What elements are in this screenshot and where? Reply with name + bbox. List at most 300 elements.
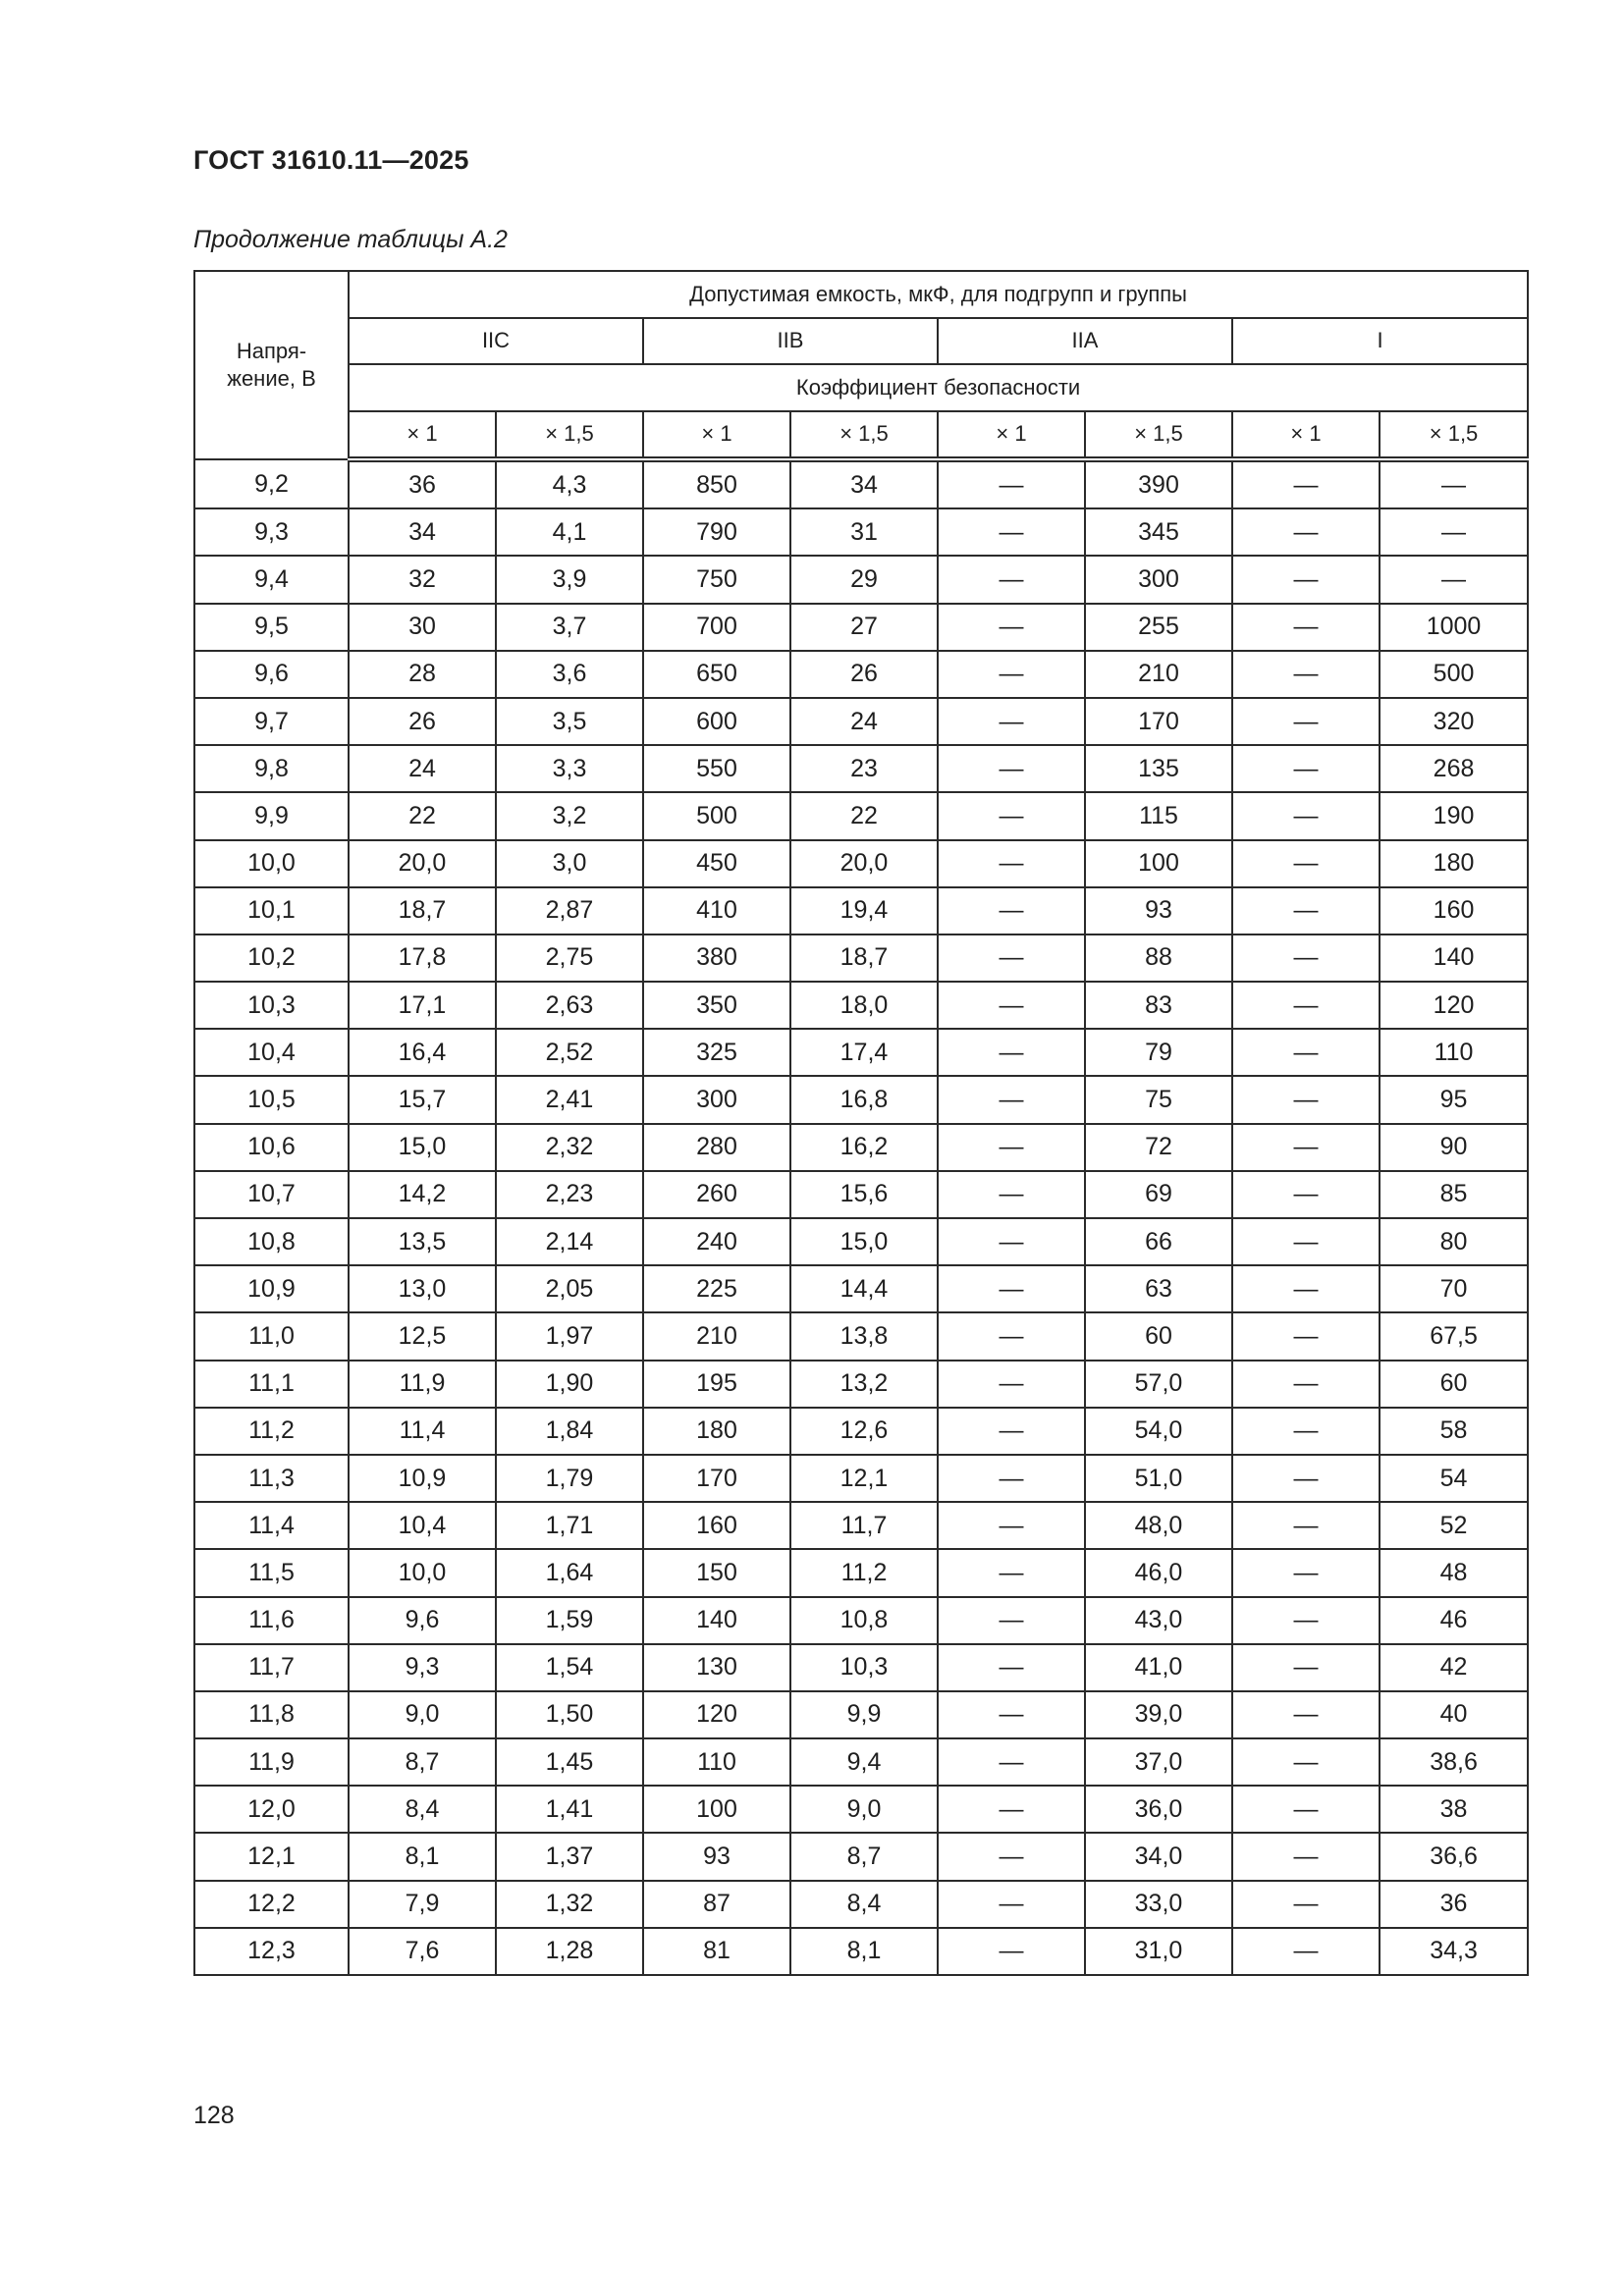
capacity-cell: 90 [1380, 1124, 1528, 1171]
capacity-cell: — [1232, 1644, 1380, 1691]
voltage-cell: 11,0 [194, 1312, 349, 1360]
capacity-cell: — [1232, 1691, 1380, 1738]
capacity-cell: 17,1 [349, 982, 496, 1029]
capacity-cell: — [938, 1502, 1085, 1549]
capacity-cell: 18,7 [790, 934, 938, 982]
capacity-cell: — [938, 840, 1085, 887]
capacity-cell: 46 [1380, 1597, 1528, 1644]
capacity-cell: 190 [1380, 792, 1528, 839]
capacity-cell: — [1380, 508, 1528, 556]
capacity-cell: 16,4 [349, 1029, 496, 1076]
capacity-cell: 70 [1380, 1265, 1528, 1312]
table-row [194, 1171, 1528, 1218]
capacity-cell: — [938, 459, 1085, 508]
capacity-cell: 36 [349, 459, 496, 508]
capacity-cell: — [938, 1928, 1085, 1975]
capacity-cell: 93 [1085, 887, 1232, 934]
capacity-cell: 9,9 [790, 1691, 938, 1738]
capacity-cell: — [938, 792, 1085, 839]
capacity-cell: 20,0 [790, 840, 938, 887]
capacity-cell: 15,0 [349, 1124, 496, 1171]
capacity-cell: — [1232, 556, 1380, 603]
capacity-cell: 160 [643, 1502, 790, 1549]
capacity-cell: 26 [790, 651, 938, 698]
capacity-cell: 3,3 [496, 745, 643, 792]
table-row [194, 651, 1528, 698]
capacity-cell: 110 [643, 1738, 790, 1786]
capacity-cell: — [938, 1124, 1085, 1171]
capacity-cell: 48,0 [1085, 1502, 1232, 1549]
capacity-cell: — [1232, 1312, 1380, 1360]
capacity-cell: 31,0 [1085, 1928, 1232, 1975]
capacity-cell: — [1232, 1881, 1380, 1928]
capacity-cell: — [938, 1786, 1085, 1833]
capacity-cell: 280 [643, 1124, 790, 1171]
capacity-cell: 2,05 [496, 1265, 643, 1312]
group-header-iic: IIC [349, 318, 643, 365]
capacity-cell: 57,0 [1085, 1361, 1232, 1408]
capacity-cell: — [938, 698, 1085, 745]
voltage-cell: 11,2 [194, 1408, 349, 1455]
capacity-cell: 7,6 [349, 1928, 496, 1975]
capacity-cell: 79 [1085, 1029, 1232, 1076]
voltage-cell: 10,7 [194, 1171, 349, 1218]
capacity-cell: 8,1 [790, 1928, 938, 1975]
capacity-cell: 1,71 [496, 1502, 643, 1549]
capacity-cell: 52 [1380, 1502, 1528, 1549]
capacity-cell: 31 [790, 508, 938, 556]
table-row [194, 1691, 1528, 1738]
capacity-cell: 300 [643, 1076, 790, 1123]
capacity-cell: 850 [643, 459, 790, 508]
capacity-cell: 16,8 [790, 1076, 938, 1123]
group-header-row [194, 318, 1528, 365]
capacity-cell: 115 [1085, 792, 1232, 839]
voltage-cell: 9,7 [194, 698, 349, 745]
capacity-cell: — [1232, 459, 1380, 508]
table-row [194, 459, 1528, 508]
capacity-cell: 27 [790, 604, 938, 651]
capacity-cell: 14,2 [349, 1171, 496, 1218]
table-row [194, 1786, 1528, 1833]
capacity-cell: 41,0 [1085, 1644, 1232, 1691]
capacity-cell: 170 [1085, 698, 1232, 745]
capacity-cell: 3,9 [496, 556, 643, 603]
table-row [194, 1029, 1528, 1076]
capacity-cell: 260 [643, 1171, 790, 1218]
table-row [194, 887, 1528, 934]
table-row [194, 1408, 1528, 1455]
capacity-cell: 19,4 [790, 887, 938, 934]
capacity-cell: 1,32 [496, 1881, 643, 1928]
capacity-cell: 1,84 [496, 1408, 643, 1455]
capacity-cell: 8,4 [349, 1786, 496, 1833]
table-row [194, 508, 1528, 556]
capacity-cell: — [1232, 792, 1380, 839]
capacity-cell: 1,50 [496, 1691, 643, 1738]
capacity-cell: 240 [643, 1218, 790, 1265]
table-row [194, 1833, 1528, 1880]
capacity-cell: — [1232, 1265, 1380, 1312]
capacity-cell: 345 [1085, 508, 1232, 556]
capacity-cell: 7,9 [349, 1881, 496, 1928]
capacity-cell: — [938, 604, 1085, 651]
capacity-cell: 40 [1380, 1691, 1528, 1738]
table-row [194, 745, 1528, 792]
capacity-cell: 95 [1380, 1076, 1528, 1123]
capacity-cell: 110 [1380, 1029, 1528, 1076]
capacity-cell: 36 [1380, 1881, 1528, 1928]
capacity-cell: 33,0 [1085, 1881, 1232, 1928]
capacity-cell: 268 [1380, 745, 1528, 792]
capacity-cell: 36,0 [1085, 1786, 1232, 1833]
capacity-cell: 8,7 [790, 1833, 938, 1880]
capacity-cell: — [938, 745, 1085, 792]
capacity-cell: 1,54 [496, 1644, 643, 1691]
capacity-cell: — [938, 1171, 1085, 1218]
capacity-cell: 120 [643, 1691, 790, 1738]
voltage-cell: 9,9 [194, 792, 349, 839]
group-header-iia: IIA [938, 318, 1232, 365]
capacity-cell: 12,1 [790, 1455, 938, 1502]
capacity-cell: — [1232, 1597, 1380, 1644]
capacity-cell: 350 [643, 982, 790, 1029]
voltage-cell: 10,0 [194, 840, 349, 887]
capacity-cell: 120 [1380, 982, 1528, 1029]
capacity-cell: 23 [790, 745, 938, 792]
capacity-cell: 18,7 [349, 887, 496, 934]
capacity-cell: — [1232, 651, 1380, 698]
capacity-cell: 18,0 [790, 982, 938, 1029]
capacity-cell: 180 [1380, 840, 1528, 887]
capacity-cell: — [1232, 1738, 1380, 1786]
voltage-cell: 11,9 [194, 1738, 349, 1786]
capacity-cell: 135 [1085, 745, 1232, 792]
voltage-cell: 10,9 [194, 1265, 349, 1312]
capacity-cell: — [1232, 934, 1380, 982]
capacity-cell: 8,7 [349, 1738, 496, 1786]
capacity-cell: 10,9 [349, 1455, 496, 1502]
capacity-cell: 180 [643, 1408, 790, 1455]
capacity-cell: 2,41 [496, 1076, 643, 1123]
capacity-cell: 1,59 [496, 1597, 643, 1644]
capacity-cell: 750 [643, 556, 790, 603]
capacity-cell: 13,8 [790, 1312, 938, 1360]
capacity-cell: 22 [349, 792, 496, 839]
table-row [194, 556, 1528, 603]
capacity-cell: 20,0 [349, 840, 496, 887]
capacity-cell: — [1232, 1408, 1380, 1455]
capacity-cell: 2,75 [496, 934, 643, 982]
table-row [194, 934, 1528, 982]
table-row [194, 698, 1528, 745]
capacity-cell: 11,2 [790, 1549, 938, 1596]
capacity-cell: — [938, 1076, 1085, 1123]
capacity-cell: 390 [1085, 459, 1232, 508]
capacity-cell: 85 [1380, 1171, 1528, 1218]
table-row [194, 1218, 1528, 1265]
capacity-cell: 80 [1380, 1218, 1528, 1265]
table-row [194, 1738, 1528, 1786]
capacity-cell: 2,63 [496, 982, 643, 1029]
capacity-cell: 34,0 [1085, 1833, 1232, 1880]
table-row [194, 1124, 1528, 1171]
capacity-cell: 13,2 [790, 1361, 938, 1408]
capacity-cell: 160 [1380, 887, 1528, 934]
capacity-cell: — [1232, 1549, 1380, 1596]
capacity-cell: 12,6 [790, 1408, 938, 1455]
capacity-cell: 29 [790, 556, 938, 603]
capacity-cell: 380 [643, 934, 790, 982]
capacity-cell: — [938, 1644, 1085, 1691]
table-row [194, 1597, 1528, 1644]
factor-header: × 1 [349, 411, 496, 460]
capacity-cell: 43,0 [1085, 1597, 1232, 1644]
capacity-cell: — [1380, 556, 1528, 603]
voltage-header: Напря- жение, В [194, 271, 349, 459]
capacity-cell: 450 [643, 840, 790, 887]
capacity-cell: — [938, 1455, 1085, 1502]
factor-header: × 1,5 [1085, 411, 1232, 460]
table-row [194, 840, 1528, 887]
capacity-cell: — [1232, 1029, 1380, 1076]
capacity-header: Допустимая емкость, мкФ, для подгрупп и группы [349, 271, 1528, 318]
table-row [194, 1928, 1528, 1975]
capacity-cell: 38 [1380, 1786, 1528, 1833]
capacity-cell: 83 [1085, 982, 1232, 1029]
capacity-cell: 100 [643, 1786, 790, 1833]
capacity-cell: 140 [643, 1597, 790, 1644]
capacity-cell: 3,7 [496, 604, 643, 651]
capacity-cell: 325 [643, 1029, 790, 1076]
capacity-cell: 9,0 [349, 1691, 496, 1738]
capacity-cell: 34,3 [1380, 1928, 1528, 1975]
capacity-cell: 500 [643, 792, 790, 839]
voltage-cell: 10,3 [194, 982, 349, 1029]
capacity-cell: — [1232, 745, 1380, 792]
capacity-cell: 600 [643, 698, 790, 745]
capacity-cell: 2,32 [496, 1124, 643, 1171]
voltage-cell: 12,2 [194, 1881, 349, 1928]
capacity-cell: — [1232, 887, 1380, 934]
capacity-cell: 81 [643, 1928, 790, 1975]
voltage-cell: 11,1 [194, 1361, 349, 1408]
capacity-cell: 10,8 [790, 1597, 938, 1644]
table-row [194, 604, 1528, 651]
capacity-cell: 3,6 [496, 651, 643, 698]
capacity-cell: 26 [349, 698, 496, 745]
capacity-cell: — [938, 1312, 1085, 1360]
voltage-cell: 9,3 [194, 508, 349, 556]
factor-header: × 1,5 [496, 411, 643, 460]
voltage-cell: 12,3 [194, 1928, 349, 1975]
capacity-cell: 66 [1085, 1218, 1232, 1265]
capacity-cell: 72 [1085, 1124, 1232, 1171]
capacity-cell: 75 [1085, 1076, 1232, 1123]
capacity-cell: 67,5 [1380, 1312, 1528, 1360]
voltage-cell: 10,4 [194, 1029, 349, 1076]
capacity-cell: 9,4 [790, 1738, 938, 1786]
capacity-cell: 210 [1085, 651, 1232, 698]
voltage-cell: 11,7 [194, 1644, 349, 1691]
capacity-cell: 60 [1380, 1361, 1528, 1408]
capacity-cell: 210 [643, 1312, 790, 1360]
voltage-cell: 10,5 [194, 1076, 349, 1123]
voltage-cell: 11,5 [194, 1549, 349, 1596]
capacity-cell: — [938, 1361, 1085, 1408]
voltage-cell: 11,3 [194, 1455, 349, 1502]
capacity-cell: — [938, 1408, 1085, 1455]
table-row [194, 1502, 1528, 1549]
capacity-cell: 24 [349, 745, 496, 792]
group-header-iib: IIB [643, 318, 938, 365]
capacity-cell: 37,0 [1085, 1738, 1232, 1786]
table-row [194, 1455, 1528, 1502]
capacity-cell: 3,0 [496, 840, 643, 887]
capacity-cell: — [938, 651, 1085, 698]
capacity-cell: 225 [643, 1265, 790, 1312]
capacity-cell: 790 [643, 508, 790, 556]
safety-factor-header: Коэффициент безопасности [349, 364, 1528, 411]
capacity-cell: 1,45 [496, 1738, 643, 1786]
capacity-cell: 17,8 [349, 934, 496, 982]
capacity-cell: 1,79 [496, 1455, 643, 1502]
capacity-cell: 9,6 [349, 1597, 496, 1644]
capacity-cell: — [938, 1029, 1085, 1076]
capacity-cell: — [938, 1549, 1085, 1596]
voltage-cell: 12,0 [194, 1786, 349, 1833]
capacity-cell: — [938, 1738, 1085, 1786]
capacity-cell: — [1232, 508, 1380, 556]
capacity-cell: 170 [643, 1455, 790, 1502]
capacity-cell: 69 [1085, 1171, 1232, 1218]
capacity-cell: 140 [1380, 934, 1528, 982]
capacity-cell: 300 [1085, 556, 1232, 603]
capacity-cell: 34 [790, 459, 938, 508]
capacity-cell: 8,1 [349, 1833, 496, 1880]
capacity-cell: 130 [643, 1644, 790, 1691]
capacity-cell: 39,0 [1085, 1691, 1232, 1738]
voltage-cell: 11,8 [194, 1691, 349, 1738]
capacity-cell: — [938, 1691, 1085, 1738]
capacity-cell: 2,87 [496, 887, 643, 934]
capacity-cell: 410 [643, 887, 790, 934]
capacity-cell: 48 [1380, 1549, 1528, 1596]
factor-header: × 1 [938, 411, 1085, 460]
capacity-cell: — [1232, 982, 1380, 1029]
capacity-cell: — [1232, 604, 1380, 651]
capacity-cell: 11,9 [349, 1361, 496, 1408]
voltage-cell: 10,8 [194, 1218, 349, 1265]
capacity-cell: — [1232, 1833, 1380, 1880]
capacity-cell: 1,37 [496, 1833, 643, 1880]
capacity-cell: 550 [643, 745, 790, 792]
capacity-cell: 34 [349, 508, 496, 556]
capacity-cell: 46,0 [1085, 1549, 1232, 1596]
capacity-cell: 4,1 [496, 508, 643, 556]
table-row [194, 1361, 1528, 1408]
capacity-cell: 2,23 [496, 1171, 643, 1218]
voltage-cell: 10,1 [194, 887, 349, 934]
capacity-cell: — [1232, 1502, 1380, 1549]
capacity-cell: 54,0 [1085, 1408, 1232, 1455]
factor-header: × 1 [1232, 411, 1380, 460]
capacity-cell: 14,4 [790, 1265, 938, 1312]
capacity-cell: — [1232, 698, 1380, 745]
voltage-cell: 9,5 [194, 604, 349, 651]
table-row [194, 1644, 1528, 1691]
capacity-cell: — [1232, 1455, 1380, 1502]
capacity-cell: — [1380, 459, 1528, 508]
factor-header-row [194, 411, 1528, 460]
document-number: ГОСТ 31610.11—2025 [193, 145, 469, 175]
capacity-cell: 100 [1085, 840, 1232, 887]
capacity-cell: — [938, 1218, 1085, 1265]
capacity-cell: 320 [1380, 698, 1528, 745]
table-row [194, 1881, 1528, 1928]
capacity-cell: 10,0 [349, 1549, 496, 1596]
capacity-cell: — [1232, 1218, 1380, 1265]
capacity-cell: 22 [790, 792, 938, 839]
capacity-cell: 87 [643, 1881, 790, 1928]
capacity-cell: 195 [643, 1361, 790, 1408]
factor-header: × 1,5 [790, 411, 938, 460]
capacity-cell: 255 [1085, 604, 1232, 651]
capacity-cell: 10,4 [349, 1502, 496, 1549]
capacity-cell: 60 [1085, 1312, 1232, 1360]
capacity-cell: 24 [790, 698, 938, 745]
capacity-cell: 8,4 [790, 1881, 938, 1928]
voltage-cell: 9,8 [194, 745, 349, 792]
capacity-cell: 51,0 [1085, 1455, 1232, 1502]
table-row [194, 1265, 1528, 1312]
voltage-cell: 9,4 [194, 556, 349, 603]
capacity-cell: 13,0 [349, 1265, 496, 1312]
capacity-cell: — [938, 982, 1085, 1029]
capacity-cell: 42 [1380, 1644, 1528, 1691]
capacity-cell: 9,3 [349, 1644, 496, 1691]
capacity-cell: — [1232, 1361, 1380, 1408]
capacity-cell: 150 [643, 1549, 790, 1596]
capacity-cell: 3,2 [496, 792, 643, 839]
capacity-cell: 12,5 [349, 1312, 496, 1360]
voltage-cell: 9,6 [194, 651, 349, 698]
group-header-i: I [1232, 318, 1528, 365]
capacity-cell: — [938, 934, 1085, 982]
voltage-cell: 10,2 [194, 934, 349, 982]
capacity-cell: — [938, 887, 1085, 934]
table-row [194, 1549, 1528, 1596]
table-continuation-caption: Продолжение таблицы А.2 [193, 226, 508, 253]
capacity-cell: 15,0 [790, 1218, 938, 1265]
capacity-cell: 15,6 [790, 1171, 938, 1218]
capacity-cell: — [1232, 1076, 1380, 1123]
capacity-cell: — [1232, 1786, 1380, 1833]
capacity-cell: 13,5 [349, 1218, 496, 1265]
capacity-cell: 11,4 [349, 1408, 496, 1455]
capacity-cell: 2,52 [496, 1029, 643, 1076]
capacity-cell: 54 [1380, 1455, 1528, 1502]
capacity-cell: 1,28 [496, 1928, 643, 1975]
capacity-cell: 16,2 [790, 1124, 938, 1171]
capacity-cell: — [1232, 840, 1380, 887]
capacity-cell: — [938, 556, 1085, 603]
capacity-cell: 88 [1085, 934, 1232, 982]
capacity-cell: 1,41 [496, 1786, 643, 1833]
capacity-cell: 58 [1380, 1408, 1528, 1455]
capacity-cell: 63 [1085, 1265, 1232, 1312]
capacity-cell: 1000 [1380, 604, 1528, 651]
